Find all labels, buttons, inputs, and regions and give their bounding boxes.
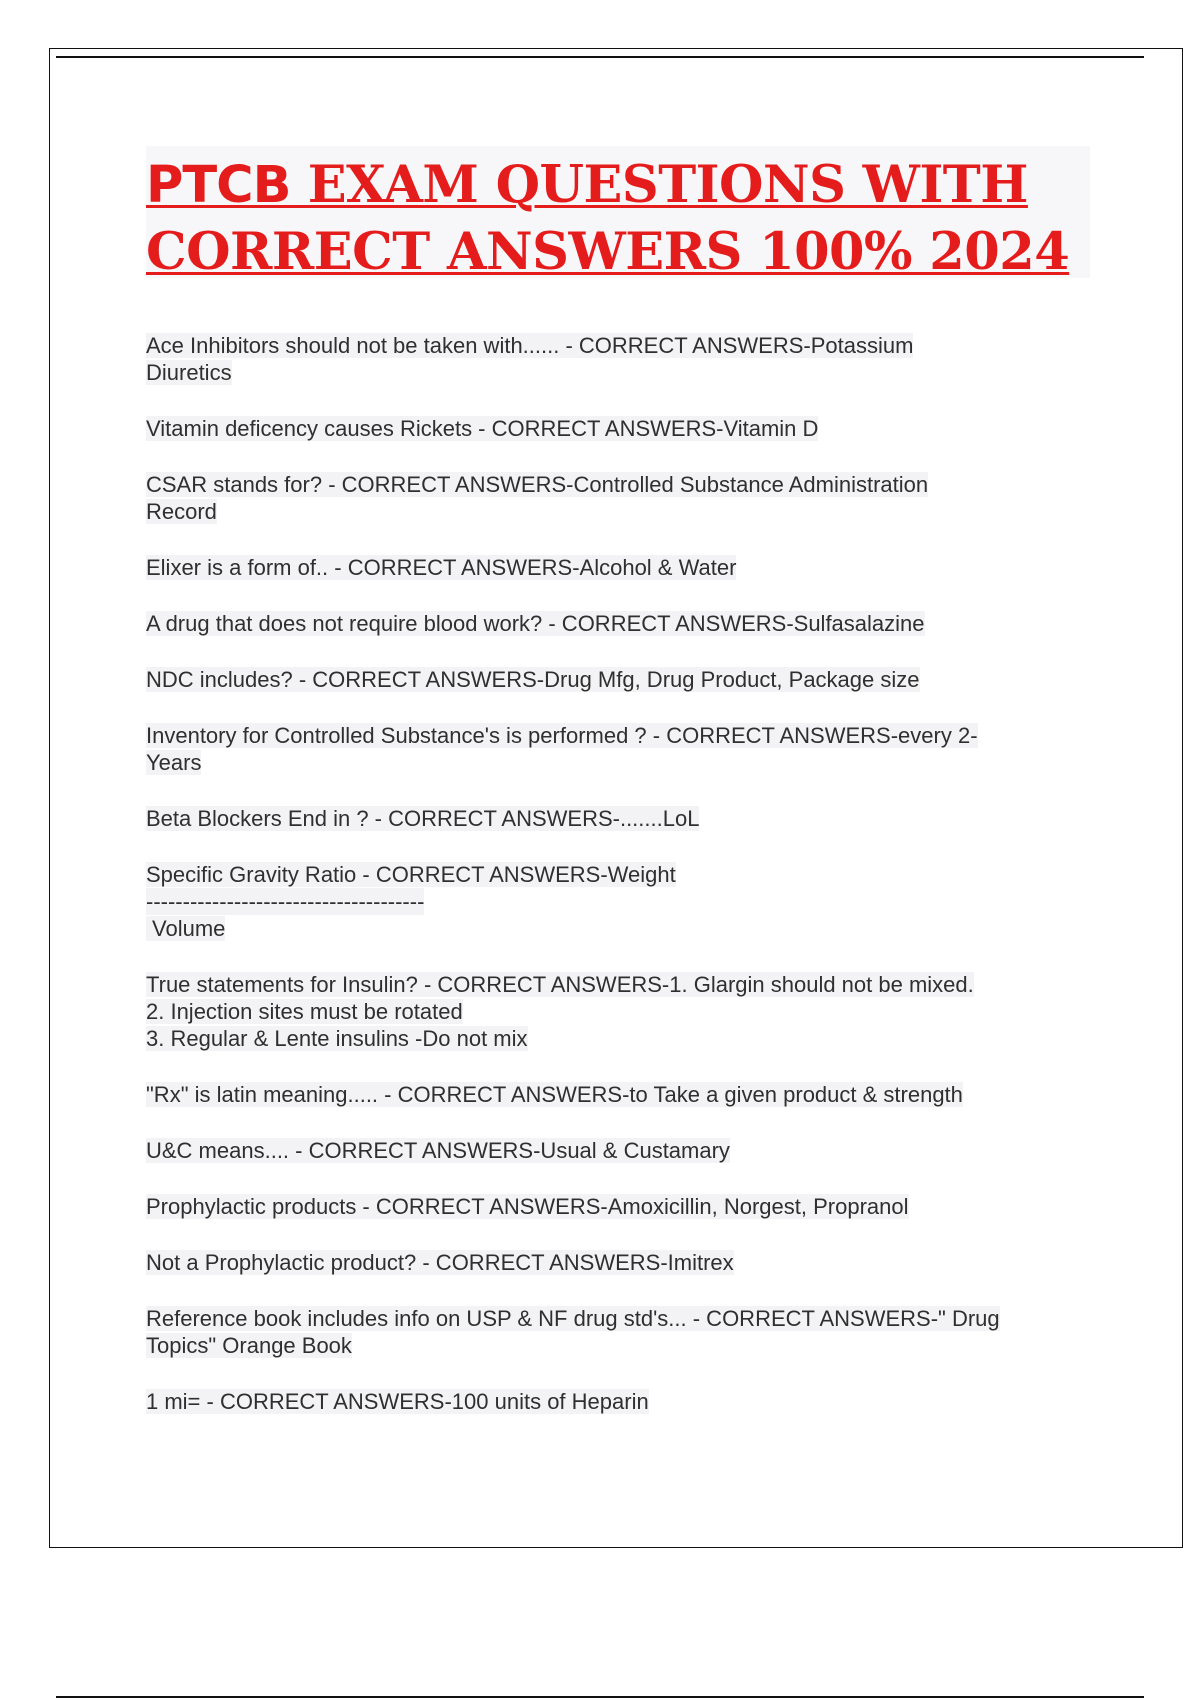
qa-item: Elixer is a form of.. - CORRECT ANSWERS-Alcohol & Water	[146, 555, 737, 580]
qa-item: Ace Inhibitors should not be taken with...... - CORRECT ANSWERS-Potassium Diuretics	[146, 333, 914, 385]
qa-item: CSAR stands for? - CORRECT ANSWERS-Controlled Substance Administration Record	[146, 472, 929, 524]
qa-item: Specific Gravity Ratio - CORRECT ANSWERS-Weight -------------------------------------- Volume	[146, 862, 676, 941]
qa-item: Reference book includes info on USP & NF drug std's... - CORRECT ANSWERS-" Drug Topics" Orange Book	[146, 1306, 1000, 1358]
qa-item: Prophylactic products - CORRECT ANSWERS-Amoxicillin, Norgest, Propranol	[146, 1194, 909, 1219]
qa-item: Not a Prophylactic product? - CORRECT ANSWERS-Imitrex	[146, 1250, 734, 1275]
qa-item: True statements for Insulin? - CORRECT ANSWERS-1. Glargin should not be mixed. 2. Injection sites must be rotated 3. Regular & Lente insulins -Do not mix	[146, 972, 974, 1051]
title-ptcb: PTCB	[146, 156, 291, 215]
fraction-bar: --------------------------------------	[146, 889, 425, 914]
qa-item: "Rx" is latin meaning..... - CORRECT ANSWERS-to Take a given product & strength	[146, 1082, 963, 1107]
qa-item: Inventory for Controlled Substance's is performed ? - CORRECT ANSWERS-every 2- Years	[146, 723, 978, 775]
qa-list	[146, 332, 1096, 1444]
title-line1: EXAM QUESTIONS WITH	[290, 155, 1028, 215]
qa-item: 1 mi= - CORRECT ANSWERS-100 units of Heparin	[146, 1389, 649, 1414]
qa-item: U&C means.... - CORRECT ANSWERS-Usual & Custamary	[146, 1138, 730, 1163]
qa-item: A drug that does not require blood work? - CORRECT ANSWERS-Sulfasalazine	[146, 611, 925, 636]
bottom-rule	[56, 1696, 1144, 1698]
top-rule	[56, 56, 1144, 58]
document-title	[146, 146, 1090, 286]
title-block	[146, 146, 1090, 282]
qa-item: Beta Blockers End in ? - CORRECT ANSWERS-.......LoL	[146, 806, 700, 831]
qa-item: Vitamin deficency causes Rickets - CORRECT ANSWERS-Vitamin D	[146, 416, 819, 441]
title-line2: CORRECT ANSWERS 100% 2024	[146, 222, 1070, 282]
qa-item: NDC includes? - CORRECT ANSWERS-Drug Mfg, Drug Product, Package size	[146, 667, 920, 692]
